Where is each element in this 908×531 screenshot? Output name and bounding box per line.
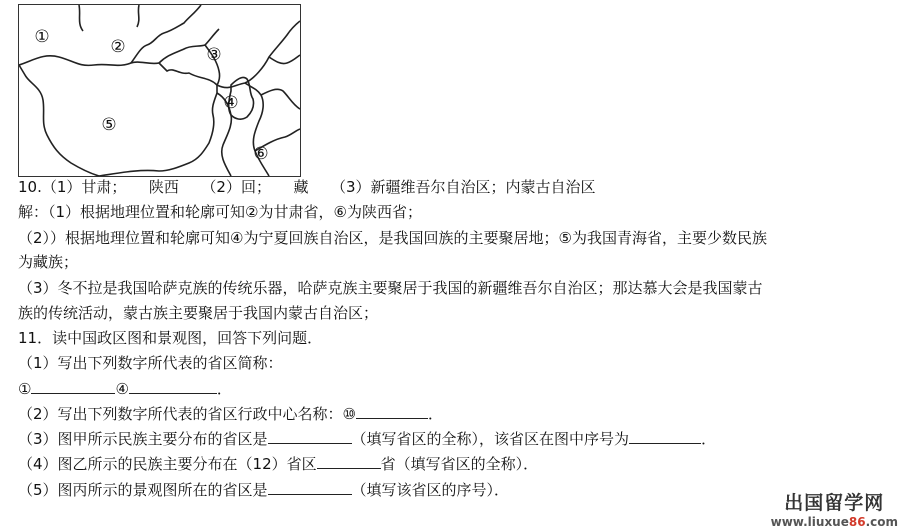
period: ． xyxy=(428,405,444,423)
watermark-url xyxy=(771,515,898,529)
question-11-part5 xyxy=(18,479,509,500)
answer-blank-province[interactable] xyxy=(268,428,352,444)
question-11-title: 11．读中国政区图和景观图，回答下列问题． xyxy=(18,329,323,347)
watermark-url-number: 86 xyxy=(848,515,866,529)
part2-text: （2）写出下列数字所代表的省区行政中心名称：⑩ xyxy=(18,405,356,423)
part3-text-b: （填写省区的全称），该省区在图中序号为 xyxy=(351,430,630,448)
part4-text-b: 省（填写省区的全称）． xyxy=(380,455,539,473)
map-label-5: ⑤ xyxy=(101,115,117,135)
explanation-part1: 解：（1）根据地理位置和轮廓可知②为甘肃省，⑥为陕西省； xyxy=(18,203,422,221)
site-watermark xyxy=(771,488,898,529)
answer-blank-number[interactable] xyxy=(629,428,701,444)
watermark-url-suffix: .com xyxy=(865,515,898,529)
watermark-url-prefix: www.liuxue xyxy=(770,515,849,529)
explanation-part3-line2: 族的传统活动，蒙古族主要聚居于我国内蒙古自治区； xyxy=(18,304,379,322)
map-label-1: ① xyxy=(34,27,50,47)
map-label-4: ④ xyxy=(223,93,239,113)
answer-q10: 10.（1）甘肃； 陕西 （2）回； 藏 （3）新疆维吾尔自治区；内蒙古自治区 xyxy=(18,178,596,196)
question-11-part1-blanks xyxy=(18,378,232,399)
explanation-part2-line1: （2））根据地理位置和轮廓可知④为宁夏回族自治区，是我国回族的主要聚居地；⑤为我国青海省，主要少数民族 xyxy=(18,229,767,247)
explanation-part2-line2: 为藏族； xyxy=(18,253,79,271)
explanation-part3-line1: （3）冬不拉是我国哈萨克族的传统乐器，哈萨克族主要聚居于我国的新疆维吾尔自治区；那达慕大会是我国蒙古 xyxy=(18,279,763,297)
question-11-part2 xyxy=(18,403,443,424)
map-label-3: ③ xyxy=(206,45,222,65)
answer-blank-4[interactable] xyxy=(129,378,217,394)
map-label-2: ② xyxy=(110,37,126,57)
part5-text-a: （5）图丙所示的景观图所在的省区是 xyxy=(18,481,268,499)
blank-label-4: ④ xyxy=(115,380,129,398)
part4-text-a: （4）图乙所示的民族主要分布在（12）省区 xyxy=(18,455,317,473)
question-11-part3 xyxy=(18,428,716,449)
answer-blank-province-12[interactable] xyxy=(317,453,381,469)
answer-blank-10[interactable] xyxy=(356,403,428,419)
period: ． xyxy=(701,430,717,448)
part3-text-a: （3）图甲所示民族主要分布的省区是 xyxy=(18,430,268,448)
answer-blank-1[interactable] xyxy=(31,378,115,394)
province-outline-map xyxy=(18,4,301,177)
watermark-site-name: 出国留学网 xyxy=(784,492,885,514)
period: ． xyxy=(216,380,232,398)
blank-label-1: ① xyxy=(18,380,32,398)
part5-text-b: （填写该省区的序号）． xyxy=(351,481,510,499)
answer-blank-number-5[interactable] xyxy=(268,479,352,495)
map-label-6: ⑥ xyxy=(253,144,269,164)
question-11-part4 xyxy=(18,453,538,474)
question-11-part1: （1）写出下列数字所代表的省区简称： xyxy=(18,354,283,372)
